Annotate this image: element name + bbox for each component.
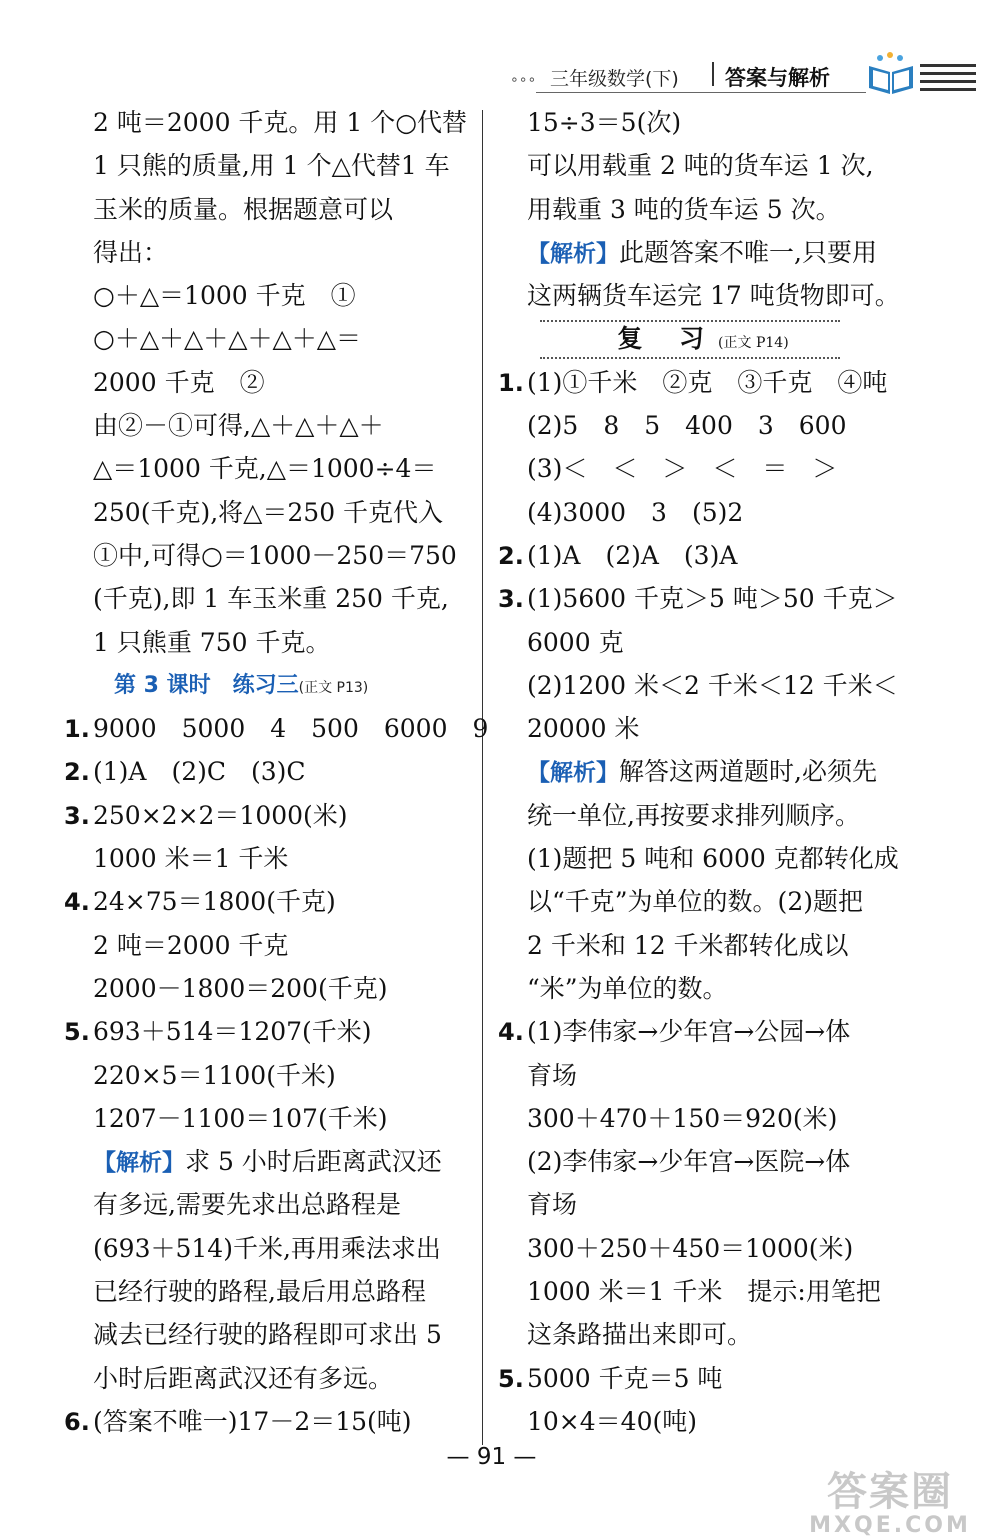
- text-line: [64, 1140, 469, 1183]
- watermark-text: 答案圈: [827, 1469, 953, 1515]
- answer-text: 可以用载重 2 吨的货车运 1 次,: [527, 151, 874, 181]
- answer-text: 玉米的质量。根据题意可以: [93, 194, 394, 224]
- watermark-logo: [805, 1460, 975, 1538]
- text-line: [64, 1097, 469, 1140]
- text-line: [498, 1357, 908, 1400]
- answer-text: 5000 千克＝5 吨: [527, 1363, 723, 1393]
- analysis-tag: 【解析】: [527, 760, 619, 787]
- question-number: 4.: [498, 1018, 524, 1047]
- text-line: [498, 750, 908, 793]
- answer-text: “米”为单位的数。: [527, 973, 728, 1003]
- text-line: [498, 491, 908, 534]
- answer-text: 由②－①可得,△＋△＋△＋: [93, 411, 384, 441]
- answer-text: 2 吨＝2000 千克。用 1 个○代替: [93, 108, 468, 137]
- answer-text: (2)1200 米＜2 千米＜12 千米＜: [527, 670, 898, 700]
- left-column: [64, 101, 489, 1443]
- answer-text: (1)李伟家→少年宫→公园→体: [527, 1017, 851, 1047]
- answer-text: 得出：: [93, 237, 169, 267]
- section-title: 第 3 课时 练习三: [114, 672, 299, 698]
- answer-text: 1 只熊重 750 千克。: [93, 627, 331, 657]
- text-line: [64, 750, 469, 793]
- text-line: [498, 707, 908, 750]
- text-line: [64, 1010, 469, 1053]
- text-line: [64, 1270, 469, 1313]
- text-line: [498, 1270, 908, 1313]
- text-line: [64, 967, 469, 1010]
- text-line: [64, 1183, 469, 1226]
- text-line: [498, 837, 908, 880]
- answer-text: 300＋470＋150＝920(米): [527, 1103, 838, 1133]
- page-header: [510, 58, 980, 98]
- page-number: — 91 —: [446, 1444, 537, 1470]
- text-line: [64, 447, 469, 490]
- text-line: [498, 1140, 908, 1183]
- analysis-tag: 【解析】: [93, 1150, 185, 1177]
- question-number: 4.: [64, 888, 90, 917]
- answer-text: ○＋△＝1000 千克 ①: [93, 281, 356, 311]
- text-line: [64, 1357, 469, 1400]
- question-number: 2.: [64, 758, 90, 787]
- section-heading: [64, 664, 469, 707]
- answer-text: 1 只熊的质量,用 1 个△代替1 车: [93, 151, 450, 181]
- answer-text: (1)A (2)C (3)C: [93, 757, 306, 787]
- answer-text: 10×4＝40(吨): [527, 1406, 697, 1436]
- answer-text: 9000 5000 4 500 6000 9: [93, 714, 489, 744]
- answer-text: 用载重 3 吨的货车运 5 次。: [527, 194, 841, 224]
- question-number: 3.: [498, 585, 524, 614]
- text-line: [64, 880, 469, 923]
- text-line: [498, 1097, 908, 1140]
- text-line: [498, 101, 908, 144]
- answer-text: (1)A (2)A (3)A: [527, 540, 738, 570]
- text-line: [64, 101, 469, 144]
- answer-text: ①中,可得○＝1000－250＝750: [93, 540, 457, 570]
- text-line: [64, 534, 469, 577]
- header-underline: [536, 92, 866, 93]
- answer-text: 解答这两道题时,必须先: [619, 757, 877, 787]
- text-line: [498, 621, 908, 664]
- answer-text: 减去已经行驶的路程即可求出 5: [93, 1320, 442, 1350]
- answer-text: (答案不唯一)17－2＝15(吨): [93, 1406, 412, 1436]
- text-line: [498, 967, 908, 1010]
- review-heading: [498, 317, 908, 360]
- text-line: [498, 1227, 908, 1270]
- answer-text: 以“千克”为单位的数。(2)题把: [527, 887, 863, 917]
- answer-text: (1)①千米 ②克 ③千克 ④吨: [527, 367, 888, 397]
- answer-text: 1000 米＝1 千米 提示:用笔把: [527, 1277, 881, 1307]
- answer-text: 育场: [527, 1190, 578, 1220]
- text-line: [498, 144, 908, 187]
- answer-text: 2000－1800＝200(千克): [93, 973, 388, 1003]
- answer-text: 育场: [527, 1060, 578, 1090]
- text-line: [64, 317, 469, 360]
- text-line: [498, 794, 908, 837]
- text-line: [64, 1400, 469, 1443]
- answer-text: 已经行驶的路程,最后用总路程: [93, 1277, 426, 1307]
- answer-text: 300＋250＋450＝1000(米): [527, 1233, 854, 1263]
- text-line: [498, 924, 908, 967]
- question-number: 2.: [498, 541, 524, 570]
- dotted-rule: [540, 320, 840, 322]
- answer-text: 小时后距离武汉还有多远。: [93, 1363, 394, 1393]
- text-line: [498, 1400, 908, 1443]
- text-line: [498, 231, 908, 274]
- watermark-url: MXQE.COM: [809, 1513, 971, 1538]
- answer-text: (1)题把 5 吨和 6000 克都转化成: [527, 844, 899, 874]
- answer-text: ○＋△＋△＋△＋△＋△＝: [93, 324, 361, 354]
- review-title: 复 习: [617, 324, 719, 354]
- text-line: [498, 664, 908, 707]
- review-page-ref: (正文 P14): [718, 335, 789, 352]
- text-line: [64, 924, 469, 967]
- answer-text: 这两辆货车运完 17 吨货物即可。: [527, 281, 900, 311]
- text-line: [498, 577, 908, 620]
- answer-text: (3)＜ ＜ ＞ ＜ ＝ ＞: [527, 454, 838, 484]
- text-line: [498, 534, 908, 577]
- text-line: [64, 707, 489, 750]
- text-line: [64, 491, 469, 534]
- answer-text: (2)李伟家→少年宫→医院→体: [527, 1147, 851, 1177]
- answer-text: (693＋514)千米,再用乘法求出: [93, 1233, 441, 1263]
- text-line: [64, 1313, 469, 1356]
- answer-text: 2 千米和 12 千米都转化成以: [527, 930, 849, 960]
- text-line: [498, 274, 908, 317]
- question-number: 1.: [498, 368, 524, 397]
- text-line: [64, 1054, 469, 1097]
- question-number: 5.: [64, 1018, 90, 1047]
- answer-text: 这条路描出来即可。: [527, 1320, 753, 1350]
- text-line: [498, 880, 908, 923]
- answer-text: 2000 千克 ②: [93, 367, 265, 397]
- answer-text: 220×5＝1100(千米): [93, 1060, 336, 1090]
- answer-text: 求 5 小时后距离武汉还: [185, 1147, 442, 1177]
- header-lines: [920, 64, 976, 96]
- text-line: [498, 188, 908, 231]
- answer-text: 1207－1100＝107(千米): [93, 1103, 388, 1133]
- text-line: [64, 404, 469, 447]
- answer-text: 693＋514＝1207(千米): [93, 1017, 372, 1047]
- column-divider: [482, 110, 483, 1445]
- answer-text: 20000 米: [527, 714, 640, 744]
- answer-text: (1)5600 千克＞5 吨＞50 千克＞: [527, 584, 898, 614]
- text-line: [498, 1313, 908, 1356]
- text-line: [64, 794, 469, 837]
- text-line: [498, 1183, 908, 1226]
- answer-text: 250×2×2＝1000(米): [93, 800, 348, 830]
- book-icon: [866, 52, 916, 96]
- answer-text: 统一单位,再按要求排列顺序。: [527, 800, 860, 830]
- text-line: [64, 837, 469, 880]
- question-number: 1.: [64, 715, 90, 744]
- header-separator: [712, 62, 714, 86]
- text-line: [64, 1227, 469, 1270]
- answer-text: 有多远,需要先求出总路程是: [93, 1190, 401, 1220]
- text-line: [498, 1010, 908, 1053]
- header-grade: 三年级数学(下): [550, 68, 679, 90]
- header-decor: ∘∘∘: [510, 72, 537, 88]
- text-line: [498, 447, 908, 490]
- answer-text: (4)3000 3 (5)2: [527, 497, 744, 527]
- text-line: [498, 361, 908, 404]
- text-line: [64, 361, 469, 404]
- answer-text: (2)5 8 5 400 3 600: [527, 411, 847, 441]
- text-line: [498, 404, 908, 447]
- text-line: [64, 144, 469, 187]
- dotted-rule: [540, 357, 840, 359]
- answer-text: (千克),即 1 车玉米重 250 千克,: [93, 584, 449, 614]
- text-line: [64, 231, 469, 274]
- text-line: [64, 577, 469, 620]
- text-line: [498, 1054, 908, 1097]
- question-number: 3.: [64, 801, 90, 830]
- answer-text: 6000 克: [527, 627, 624, 657]
- question-number: 6.: [64, 1407, 90, 1436]
- text-line: [64, 621, 469, 664]
- answer-text: 24×75＝1800(千克): [93, 887, 336, 917]
- text-line: [64, 188, 469, 231]
- header-title: 答案与解析: [725, 66, 830, 90]
- right-column: [498, 101, 908, 1443]
- answer-text: 此题答案不唯一,只要用: [619, 237, 877, 267]
- answer-text: 250(千克),将△＝250 千克代入: [93, 497, 444, 527]
- analysis-tag: 【解析】: [527, 240, 619, 267]
- question-number: 5.: [498, 1364, 524, 1393]
- answer-text: 1000 米＝1 千米: [93, 844, 289, 874]
- answer-text: △＝1000 千克,△＝1000÷4＝: [93, 454, 437, 484]
- answer-text: 2 吨＝2000 千克: [93, 930, 289, 960]
- text-line: [64, 274, 469, 317]
- answer-text: 15÷3＝5(次): [527, 108, 682, 137]
- section-page-ref: (正文 P13): [298, 679, 369, 696]
